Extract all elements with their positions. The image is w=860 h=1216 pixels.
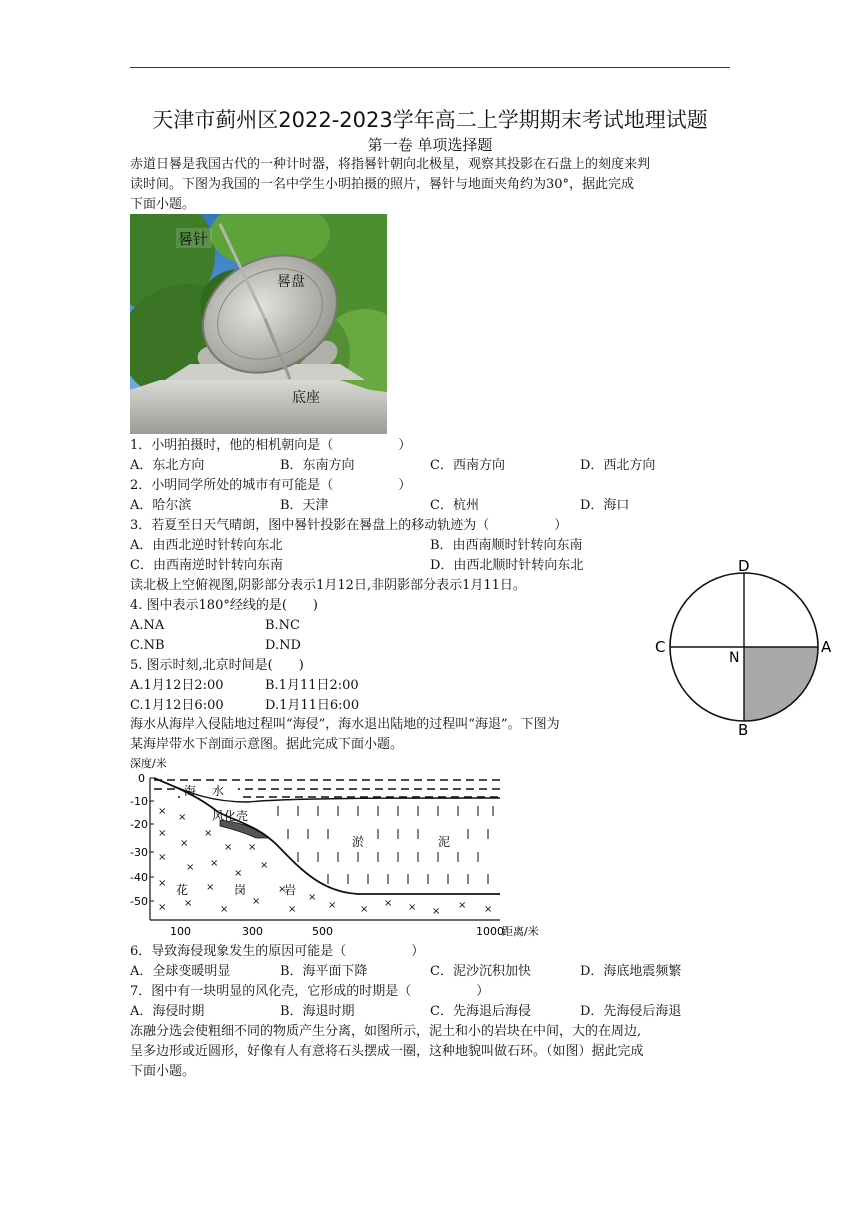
weathering-crust-label: 风化壳: [212, 809, 249, 823]
x-tick-500: 500: [312, 925, 333, 938]
svg-text:×: ×: [252, 896, 261, 907]
q1-option-a[interactable]: A．东北方向: [130, 458, 205, 473]
header-rule: [130, 67, 730, 68]
q7-option-c[interactable]: C．先海退后海侵: [430, 1004, 531, 1019]
q3-option-b[interactable]: B．由西南顺时针转向东南: [430, 538, 583, 553]
intro1-line3: 下面小题。: [130, 197, 196, 212]
q4-option-b[interactable]: B.NC: [265, 618, 301, 633]
x-axis-title: 距离/米: [502, 925, 539, 938]
q3-option-d[interactable]: D．由西北顺时针转向东北: [430, 558, 584, 573]
svg-text:×: ×: [204, 828, 213, 839]
y-tick-40: -40: [130, 871, 148, 884]
q2-option-d[interactable]: D．海口: [580, 498, 630, 513]
q6-option-d[interactable]: D．海底地震频繁: [580, 964, 682, 979]
q1-option-b[interactable]: B．东南方向: [280, 458, 355, 473]
sundial-photo: [130, 214, 387, 434]
svg-text:×: ×: [408, 902, 417, 913]
label-d: D: [738, 557, 750, 575]
svg-text:×: ×: [210, 858, 219, 869]
q3-option-a[interactable]: A．由西北逆时针转向东北: [130, 538, 283, 553]
y-tick-10: -10: [130, 795, 148, 808]
svg-text:×: ×: [184, 898, 193, 909]
intro3-line1: 海水从海岸入侵陆地过程叫“海侵”，海水退出陆地的过程叫“海退”。下图为: [130, 717, 560, 732]
q7-option-b[interactable]: B．海退时期: [280, 1004, 355, 1019]
svg-text:×: ×: [278, 884, 287, 895]
svg-text:×: ×: [220, 904, 229, 915]
svg-text:×: ×: [360, 904, 369, 915]
svg-text:×: ×: [158, 902, 167, 913]
q2-stem: 2．小明同学所处的城市有可能是（ ）: [130, 478, 412, 493]
q5-option-b[interactable]: B.1月11日2:00: [265, 678, 359, 693]
intro1-line2: 读时间。下图为我国的一名中学生小明拍摄的照片，晷针与地面夹角约为30°，据此完成: [130, 177, 635, 192]
y-tick-0: 0: [138, 772, 145, 785]
svg-text:×: ×: [328, 900, 337, 911]
q5-option-d[interactable]: D.1月11日6:00: [265, 698, 360, 713]
svg-text:×: ×: [158, 828, 167, 839]
svg-text:×: ×: [234, 868, 243, 879]
intro2: 读北极上空俯视图,阴影部分表示1月12日,非阴影部分表示1月11日。: [130, 578, 526, 593]
label-c: C: [655, 638, 666, 656]
label-a: A: [821, 638, 832, 656]
intro4-line3: 下面小题。: [130, 1064, 196, 1079]
q6-option-b[interactable]: B．海平面下降: [280, 964, 368, 979]
q7-option-a[interactable]: A．海侵时期: [130, 1004, 205, 1019]
q1-option-d[interactable]: D．西北方向: [580, 458, 656, 473]
shaded-quadrant: [744, 647, 818, 721]
y-tick-20: -20: [130, 818, 148, 831]
svg-text:×: ×: [384, 898, 393, 909]
q4-option-d[interactable]: D.ND: [265, 638, 301, 653]
q2-option-a[interactable]: A．哈尔滨: [130, 498, 192, 513]
silt-label-1: 淤: [352, 835, 365, 849]
svg-text:×: ×: [432, 906, 441, 917]
q4-option-c[interactable]: C.NB: [130, 638, 165, 653]
y-tick-50: -50: [130, 895, 148, 908]
polar-view-diagram: [650, 555, 840, 740]
q5-option-c[interactable]: C.1月12日6:00: [130, 698, 224, 713]
section-title: 第一卷 单项选择题: [367, 136, 493, 154]
svg-text:×: ×: [158, 806, 167, 817]
x-tick-100: 100: [170, 925, 191, 938]
q3-option-c[interactable]: C．由西南逆时针转向东南: [130, 558, 283, 573]
page-title: 天津市蓟州区2022-2023学年高二上学期期末考试地理试题: [152, 108, 708, 132]
y-tick-30: -30: [130, 846, 148, 859]
svg-text:×: ×: [484, 904, 493, 915]
q6-option-c[interactable]: C．泥沙沉积加快: [430, 964, 531, 979]
q4-stem: 4. 图中表示180°经线的是( ): [130, 598, 318, 613]
svg-text:×: ×: [180, 838, 189, 849]
label-base: 底座: [292, 390, 320, 406]
svg-text:×: ×: [288, 904, 297, 915]
svg-text:×: ×: [308, 892, 317, 903]
coastal-profile-diagram: [128, 754, 548, 944]
y-axis-title: 深度/米: [130, 757, 167, 770]
sea-label-2: 水: [212, 784, 225, 798]
q4-option-a[interactable]: A.NA: [130, 618, 165, 633]
svg-text:×: ×: [260, 860, 269, 871]
granite-label-2: 岗: [234, 883, 247, 897]
svg-text:×: ×: [186, 862, 195, 873]
label-disk: 晷盘: [277, 274, 305, 290]
q6-option-a[interactable]: A．全球变暖明显: [130, 964, 231, 979]
granite-label-3: 岩: [284, 883, 297, 897]
q7-option-d[interactable]: D．先海侵后海退: [580, 1004, 682, 1019]
sea-label-1: 海: [184, 784, 197, 798]
q6-stem: 6．导致海侵现象发生的原因可能是（ ）: [130, 944, 425, 959]
svg-text:×: ×: [158, 878, 167, 889]
q2-option-c[interactable]: C．杭州: [430, 498, 479, 513]
intro1-line1: 赤道日晷是我国古代的一种计时器，将指晷针朝向北极星，观察其投影在石盘上的刻度来判: [130, 157, 651, 172]
silt-label-2: 泥: [438, 835, 451, 849]
intro3-line2: 某海岸带水下剖面示意图。据此完成下面小题。: [130, 737, 404, 752]
q2-option-b[interactable]: B．天津: [280, 498, 329, 513]
svg-text:×: ×: [178, 812, 187, 823]
svg-text:×: ×: [248, 842, 257, 853]
svg-text:×: ×: [224, 842, 233, 853]
q1-option-c[interactable]: C．西南方向: [430, 458, 505, 473]
label-needle: 晷针: [178, 230, 209, 248]
svg-text:×: ×: [158, 852, 167, 863]
q3-stem: 3．若夏至日天气晴朗，图中晷针投影在晷盘上的移动轨迹为（ ）: [130, 518, 568, 533]
svg-text:×: ×: [206, 882, 215, 893]
label-n: N: [729, 650, 740, 666]
intro4-line2: 呈多边形或近圆形，好像有人有意将石头摆成一圈，这种地貌叫做石环。（如图）据此完成: [130, 1044, 644, 1059]
q5-stem: 5. 图示时刻,北京时间是( ): [130, 658, 304, 673]
x-tick-300: 300: [242, 925, 263, 938]
label-b: B: [738, 721, 749, 739]
intro4-line1: 冻融分选会使粗细不同的物质产生分离，如图所示，泥土和小的岩块在中间，大的在周边,: [130, 1024, 642, 1039]
q5-option-a[interactable]: A.1月12日2:00: [130, 678, 224, 693]
q1-stem: 1．小明拍摄时，他的相机朝向是（ ）: [130, 438, 412, 453]
x-tick-1000: 1000: [476, 925, 504, 938]
svg-text:×: ×: [458, 900, 467, 911]
q7-stem: 7．图中有一块明显的风化壳，它形成的时期是（ ）: [130, 984, 490, 999]
granite-label-1: 花: [176, 883, 189, 897]
